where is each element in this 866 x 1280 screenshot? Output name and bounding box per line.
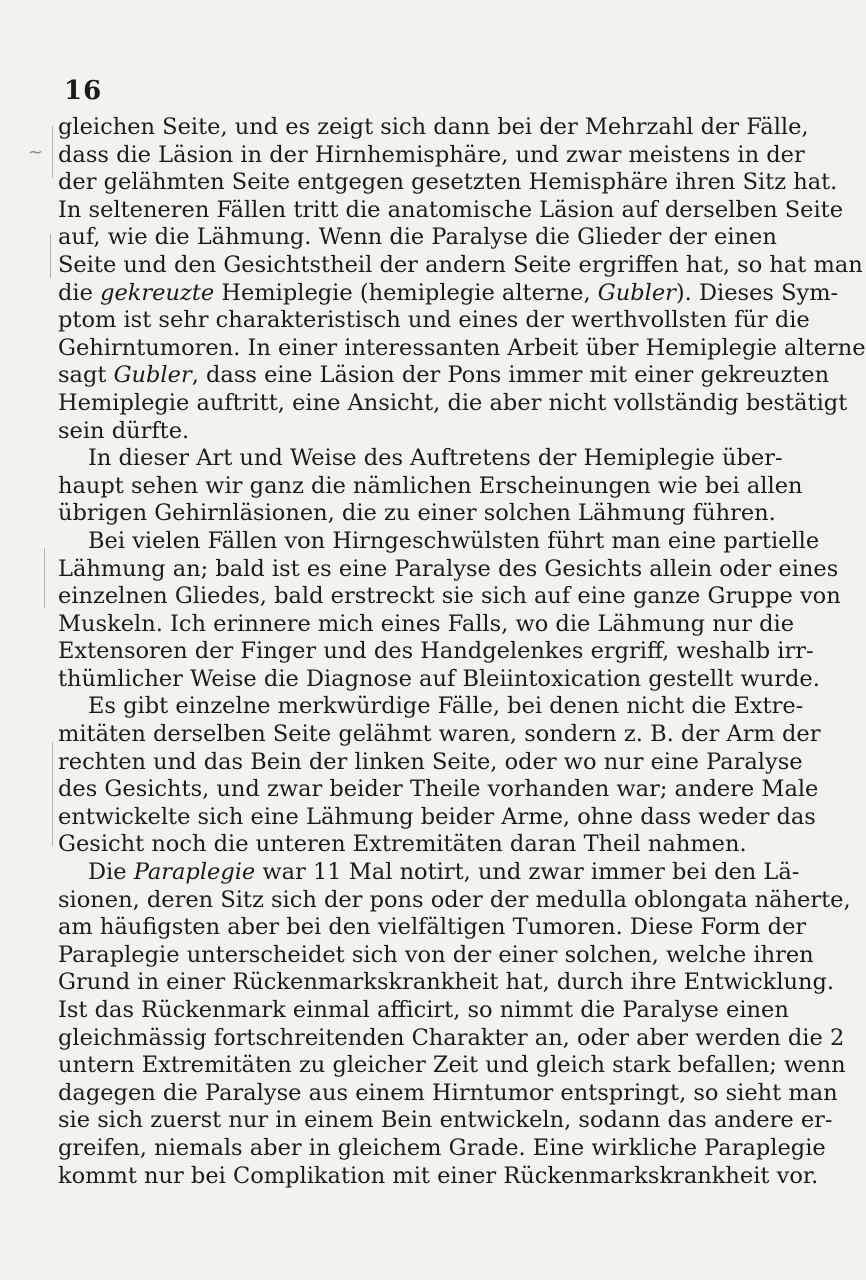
text-line: [58, 389, 848, 418]
page-number: 16: [64, 76, 103, 106]
paragraph: [58, 693, 821, 859]
text-line: [58, 445, 783, 473]
text-run: Hemiplegie (hemiplegie alterne,: [214, 279, 598, 306]
text-run: sie sich zuerst nur in einem Bein entwickeln, sodann das andere er-: [58, 1107, 833, 1134]
text-run: Ist das Rückenmark einmal afficirt, so nimmt die Paralyse einen: [58, 997, 789, 1023]
margin-mark: [44, 548, 45, 608]
paragraph: [58, 527, 841, 694]
text-line: [58, 279, 839, 308]
text-run: Lähmung an; bald ist es eine Paralyse des Gesichts allein oder eines: [58, 555, 839, 582]
text-run: mitäten derselben Seite gelähmt waren, sondern z. B. der Arm der: [58, 721, 821, 748]
text-line: [58, 1162, 819, 1191]
text-line: [58, 969, 835, 997]
body-text: [58, 114, 866, 1190]
text-run: kommt nur bei Complikation mit einer Rückenmarkskrankheit vor.: [58, 1162, 819, 1189]
text-line: [58, 1052, 846, 1080]
text-line: [58, 169, 838, 197]
text-line: [58, 1134, 826, 1163]
text-run: ptom ist sehr charakteristisch und eines der werthvollsten für die: [58, 307, 810, 334]
text-line: [58, 307, 810, 335]
text-line: [58, 665, 820, 694]
text-run: Extensoren der Finger und des Handgelenkes ergriff, weshalb irr-: [58, 638, 814, 665]
text-line: [58, 721, 821, 749]
text-line: [58, 638, 814, 666]
text-run: auf, wie die Lähmung. Wenn die Paralyse die Glieder der einen: [58, 224, 777, 251]
text-run: war 11 Mal notirt, und zwar immer bei den Lä-: [255, 859, 800, 886]
text-line: [58, 914, 807, 942]
text-line: [58, 859, 800, 887]
text-line: [58, 527, 820, 556]
text-run: Bei vielen Fällen von Hirngeschwülsten führt man eine partielle: [88, 527, 820, 554]
text-line: [58, 748, 803, 777]
text-run: sagt: [58, 362, 114, 389]
text-line: [58, 362, 830, 390]
text-run: Die: [88, 859, 134, 886]
text-line: [58, 886, 851, 915]
margin-mark: [52, 742, 53, 846]
margin-mark: [50, 234, 51, 278]
text-line: [58, 776, 819, 804]
text-line: [58, 1024, 845, 1053]
text-run: die: [58, 279, 101, 306]
text-run: , dass eine Läsion der Pons immer mit einer gekreuzten: [191, 362, 830, 389]
text-run: In dieser Art und Weise des Auftretens der Hemiplegie über-: [88, 445, 783, 472]
text-run: Seite und den Gesichtstheil der andern Seite ergriffen hat, so hat man: [58, 251, 863, 278]
text-run: gleichmässig fortschreitenden Charakter an, oder aber werden die 2: [58, 1024, 845, 1051]
text-run: untern Extremitäten zu gleicher Zeit und gleich stark befallen; wenn: [58, 1052, 846, 1079]
text-run: dass die Läsion in der Hirnhemisphäre, und zwar meistens in der: [58, 141, 805, 168]
text-run: rechten und das Bein der linken Seite, oder wo nur eine Paralyse: [58, 748, 803, 775]
margin-squiggle-icon: ~: [28, 142, 44, 163]
text-line: [58, 803, 816, 832]
text-run: einzelnen Gliedes, bald erstreckt sie sich auf eine ganze Gruppe von: [58, 583, 841, 610]
text-run: der gelähmten Seite entgegen gesetzten Hemisphäre ihren Sitz hat.: [58, 169, 838, 196]
text-run: Grund in einer Rückenmarkskrankheit hat, durch ihre Entwicklung.: [58, 969, 835, 996]
text-line: [58, 997, 789, 1025]
text-line: [58, 418, 754, 446]
text-run: dagegen die Paralyse aus einem Hirntumor entspringt, so sieht man: [58, 1079, 838, 1106]
text-line: [58, 251, 863, 280]
text-line: [58, 610, 795, 639]
paragraph: [58, 859, 851, 1190]
text-run: sein dürfte.: [58, 417, 190, 444]
text-line: [58, 941, 814, 970]
text-run: gleichen Seite, und es zeigt sich dann bei der Mehrzahl der Fälle,: [58, 114, 809, 140]
text-run: ). Dieses Sym-: [675, 279, 839, 306]
emphasized-term: Paraplegie: [133, 859, 256, 886]
text-run: Paraplegie unterscheidet sich von der einer solchen, welche ihren: [58, 941, 814, 968]
text-line: [58, 831, 754, 859]
text-run: greifen, niemals aber in gleichem Grade. Eine wirkliche Paraplegie: [58, 1134, 826, 1161]
text-run: am häufigsten aber bei den vielfältigen Tumoren. Diese Form der: [58, 914, 807, 941]
text-line: [58, 224, 777, 252]
emphasized-term: gekreuzte: [100, 279, 215, 306]
text-line: [58, 141, 805, 170]
paragraph: [58, 114, 866, 445]
text-run: Hemiplegie auftritt, eine Ansicht, die aber nicht vollständig bestätigt: [58, 389, 848, 416]
text-run: übrigen Gehirnläsionen, die zu einer solchen Lähmung führen.: [58, 500, 776, 527]
text-run: entwickelte sich eine Lähmung beider Arme, ohne dass weder das: [58, 803, 816, 830]
text-line: [58, 1079, 838, 1108]
text-line: [58, 500, 776, 528]
text-run: Gesicht noch die unteren Extremitäten daran Theil nahmen.: [58, 831, 747, 858]
text-run: Muskeln. Ich erinnere mich eines Falls, wo die Lähmung nur die: [58, 610, 795, 637]
text-line: [58, 334, 866, 363]
text-run: Es gibt einzelne merkwürdige Fälle, bei denen nicht die Extre-: [88, 693, 804, 720]
text-line: [58, 583, 841, 611]
text-line: [58, 196, 844, 225]
text-run: thümlicher Weise die Diagnose auf Bleiintoxication gestellt wurde.: [58, 665, 820, 692]
text-line: [58, 693, 804, 721]
text-run: des Gesichts, und zwar beider Theile vorhanden war; andere Male: [58, 776, 819, 803]
text-line: [58, 555, 839, 584]
emphasized-term: Gubler: [597, 279, 676, 306]
text-run: sionen, deren Sitz sich der pons oder der medulla oblongata näherte,: [58, 886, 851, 913]
text-run: haupt sehen wir ganz die nämlichen Erscheinungen wie bei allen: [58, 472, 803, 499]
paragraph: [58, 445, 803, 528]
margin-mark: [52, 126, 53, 178]
text-run: Gehirntumoren. In einer interessanten Arbeit über Hemiplegie alterne: [58, 334, 866, 361]
text-run: In selteneren Fällen tritt die anatomische Läsion auf derselben Seite: [58, 196, 844, 223]
text-line: [58, 114, 809, 142]
emphasized-term: Gubler: [113, 362, 192, 389]
text-line: [58, 472, 803, 501]
text-line: [58, 1107, 833, 1135]
